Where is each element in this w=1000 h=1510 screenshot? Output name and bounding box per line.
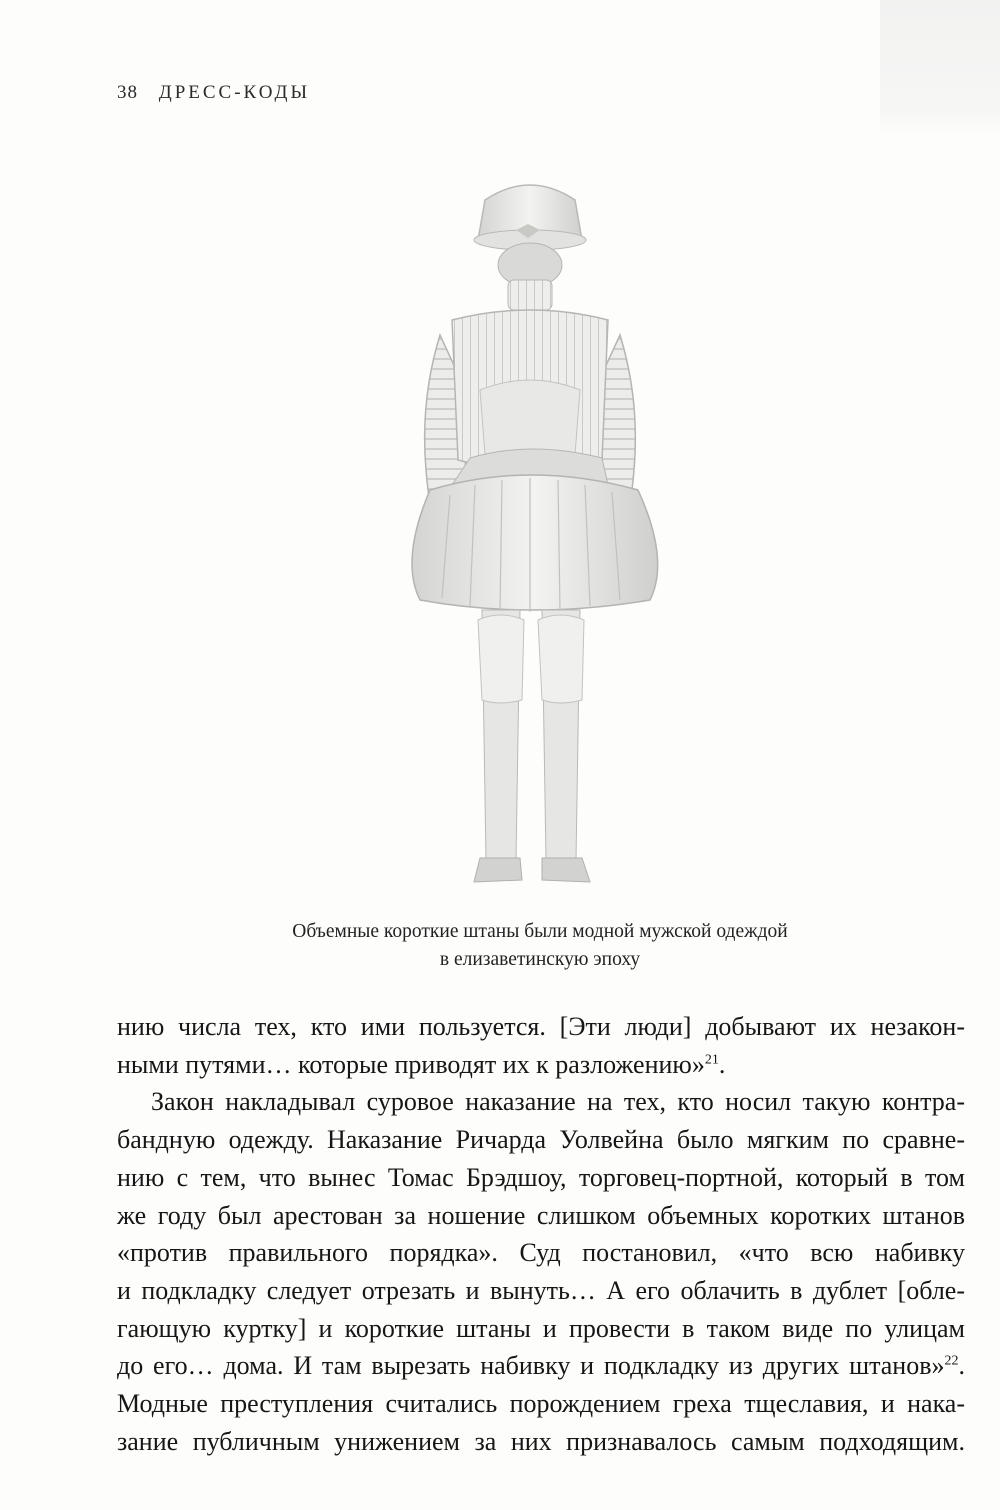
text-line: «против правильного порядка». Суд постановил, «что всю набивку bbox=[117, 1238, 965, 1268]
caption-line-2: в елизаветинскую эпоху bbox=[439, 949, 641, 970]
text-line: нию числа тех, кто ими пользуется. [Эти люди] добывают их незакон- bbox=[117, 1012, 965, 1041]
text-line: зание публичным унижением за них признавалось самым подходящим. bbox=[117, 1426, 965, 1456]
figure-caption bbox=[120, 918, 960, 974]
text-line: и подкладку следует отрезать и вынуть… А его облачить в дублет [обле- bbox=[117, 1275, 965, 1305]
text-line: гающую куртку] и короткие штаны и провести в таком виде по улицам bbox=[117, 1313, 965, 1343]
running-head bbox=[117, 82, 310, 104]
footnote-ref[interactable]: 21 bbox=[704, 1052, 719, 1068]
figure-image bbox=[230, 140, 770, 900]
text-line: бандную одежду. Наказание Ричарда Уолвейна было мягким по сравне- bbox=[117, 1125, 965, 1155]
caption-line-1: Объемные короткие штаны были модной мужской одеждой bbox=[292, 921, 788, 942]
footnote-ref[interactable]: 22 bbox=[944, 1353, 959, 1369]
doll-costume-icon bbox=[230, 140, 770, 900]
text-line: же году был арестован за ношение слишком объемных коротких штанов bbox=[117, 1200, 965, 1230]
scan-shadow bbox=[880, 0, 1000, 135]
text-line: до его… дома. И там вырезать набивку и подкладку из других штанов»$^{22}$. bbox=[117, 1351, 965, 1381]
page-number: 38 bbox=[117, 82, 138, 103]
text-line: ными путями… которые приводят их к разложению»$^{21}$. bbox=[117, 1049, 726, 1079]
text-line: Модные преступления считались порождением греха тщеславия, и нака- bbox=[117, 1389, 965, 1419]
text-line: Закон накладывал суровое наказание на тех, кто носил такую контра- bbox=[151, 1087, 965, 1117]
section-title: ДРЕСС-КОДЫ bbox=[158, 82, 311, 103]
text-line: нию с тем, что вынес Томас Брэдшоу, торговец-портной, который в том bbox=[117, 1162, 965, 1192]
body-text bbox=[117, 1008, 965, 1460]
